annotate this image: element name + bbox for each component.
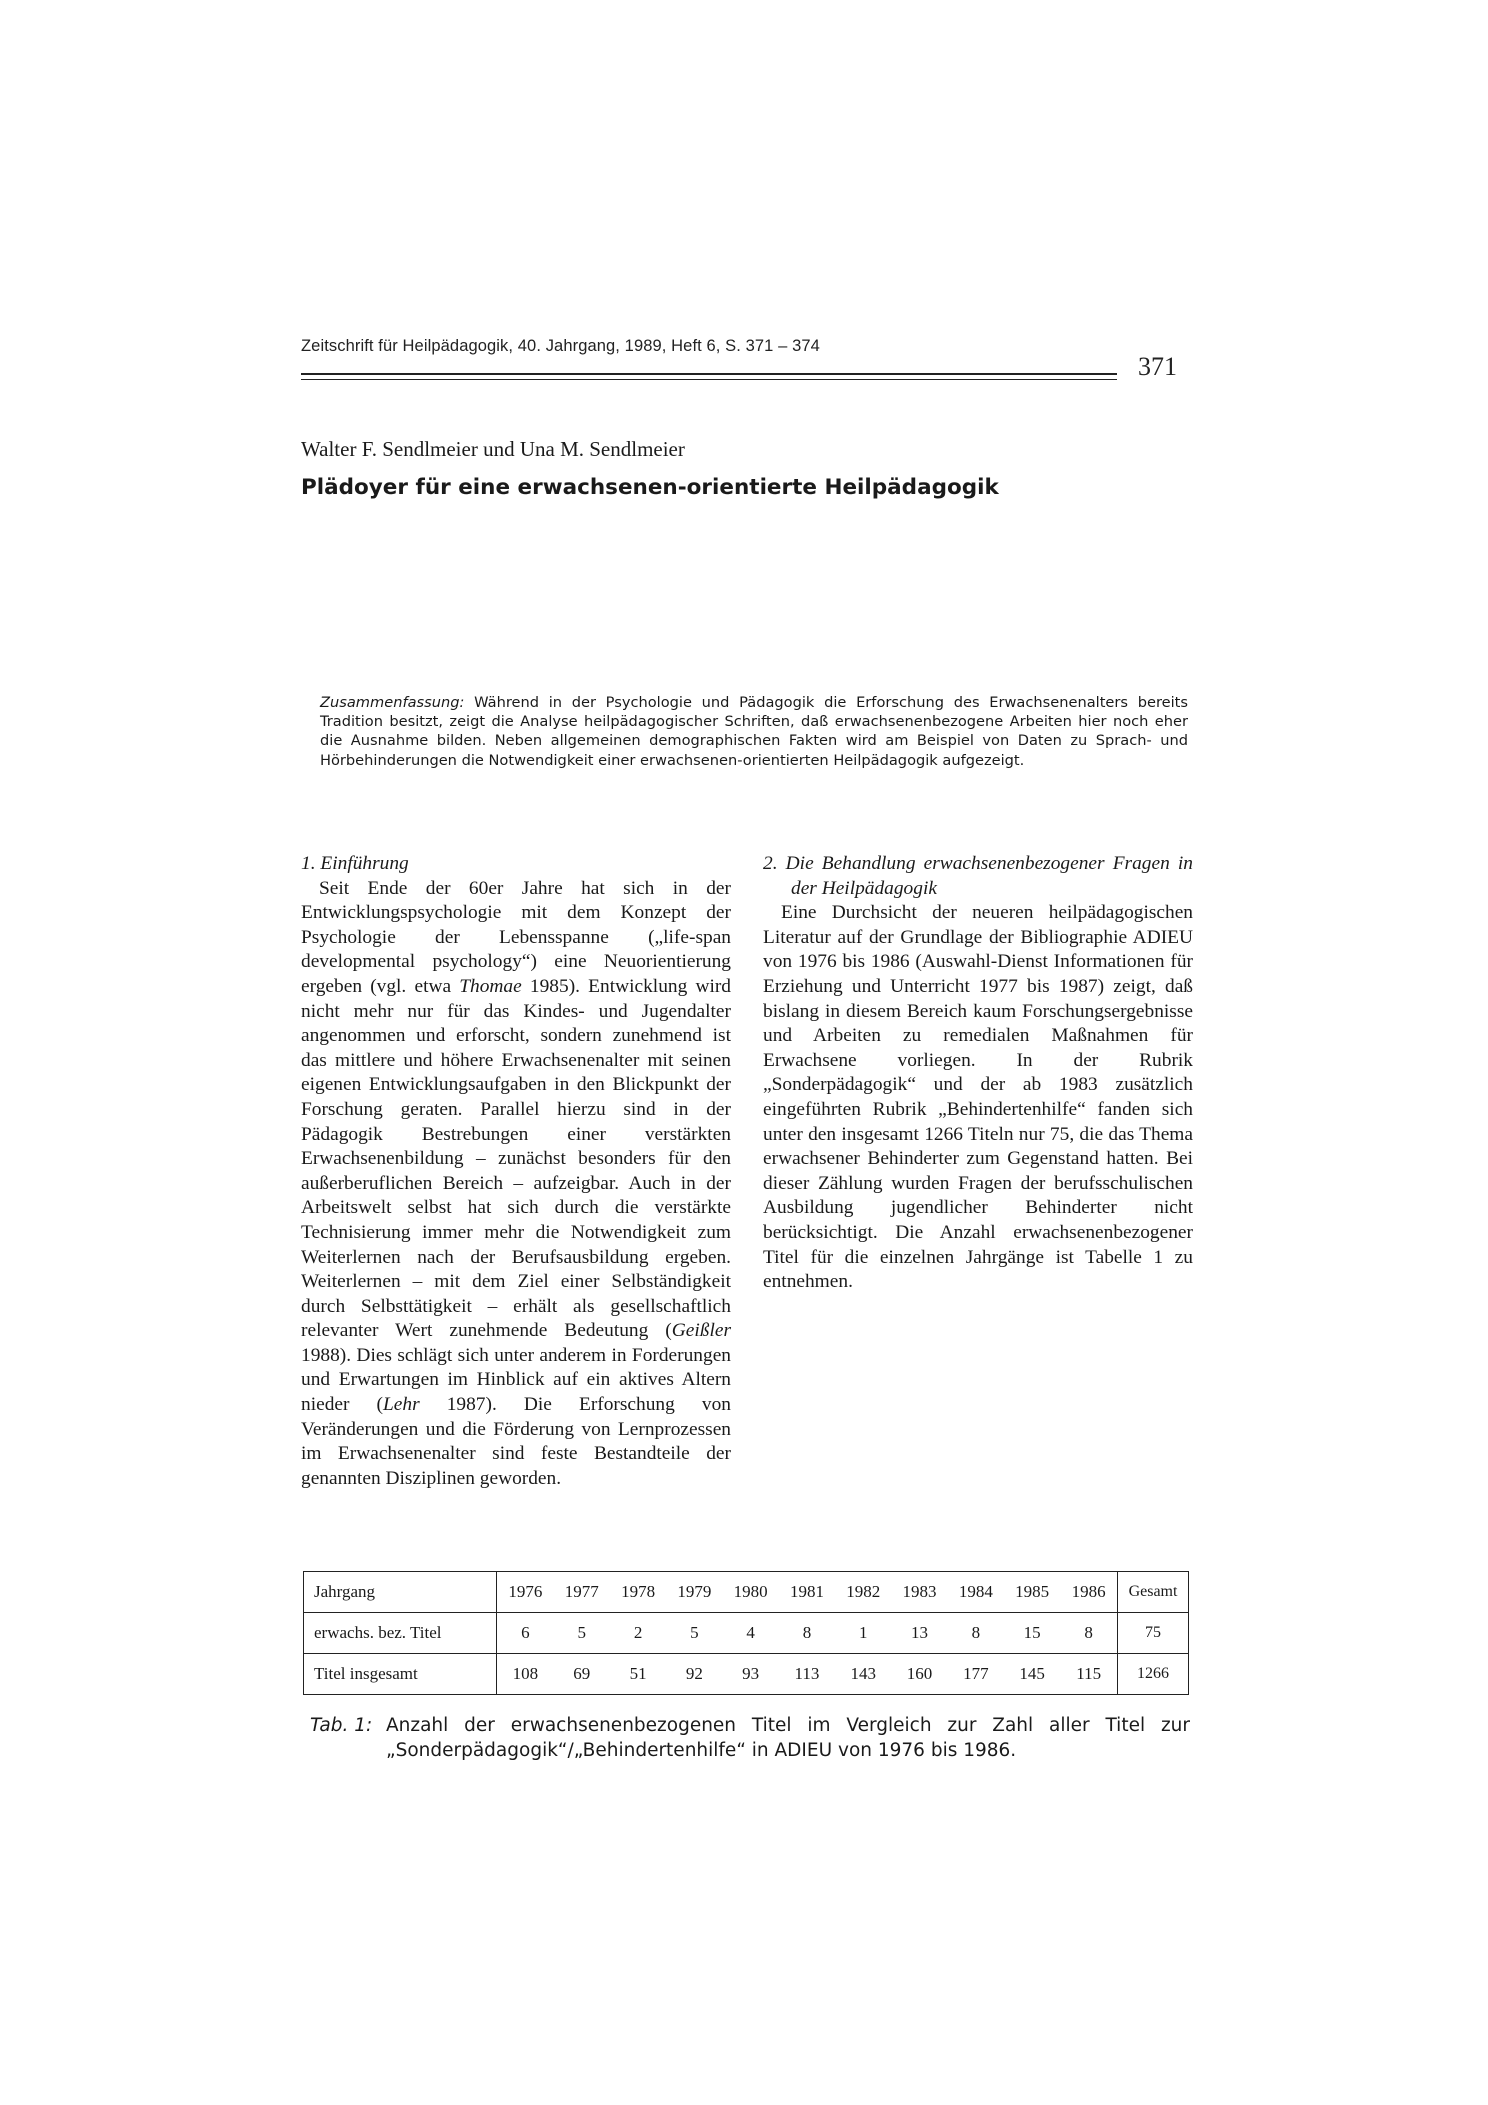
table-cell: 1977 xyxy=(554,1572,610,1613)
row-label: erwachs. bez. Titel xyxy=(304,1613,497,1654)
section1-text-c: 1988). Dies schlägt sich unter anderem in Forderungen und Erwartungen im Hinblick auf ein aktives Altern nieder ( xyxy=(301,1344,731,1416)
section1-text-a: Seit Ende der 60er Jahre hat sich in der Entwicklungspsychologie mit dem Konzept der Psychologie der Lebensspanne („life-span developmental psychology“) eine Neuorientierung ergeben (vgl. etwa xyxy=(301,877,731,997)
table-cell: 1979 xyxy=(666,1572,722,1613)
section1-text-d: 1987). Die Erforschung von Veränderungen und die Förderung von Lernprozessen im Erwachsenenalter sind feste Bestandteile der genannten Disziplinen geworden. xyxy=(301,1394,731,1489)
abstract-text: Während in der Psychologie und Pädagogik die Erforschung des Erwachsenenalters bereits Tradition besitzt, zeigt die Analyse heilpädagogischer Schriften, daß erwachsenenbezogene Arbeiten hier noch eher die Ausnahme bilden. Neben allgemeinen demographischen Fakten wird am Beispiel von Daten zu Sprach- und Hörbehinderungen die Notwendigkeit einer erwachsenen-orientierten Heilpädagogik aufgezeigt. xyxy=(320,694,1188,769)
table-row xyxy=(304,1572,1189,1613)
section-heading-2: 2. Die Behandlung erwachsenenbezogener Fragen in der Heilpädagogik xyxy=(763,853,1193,899)
statistics-table xyxy=(303,1571,1189,1695)
table-cell: 8 xyxy=(779,1613,835,1654)
table-cell: 5 xyxy=(666,1613,722,1654)
section2-paragraph: Eine Durchsicht der neueren heilpädagogischen Literatur auf der Grundlage der Bibliographie ADIEU von 1976 bis 1986 (Auswahl-Dienst Informationen für Erziehung und Unterricht 1977 bis 1987) zeigt, daß bislang in diesem Bereich kaum Forschungsergebnisse und Arbeiten zu remedialen Maßnahmen für Erwachsene vorliegen. In der Rubrik „Sonderpädagogik“ und der ab 1983 zusätzlich eingeführten Rubrik „Behindertenhilfe“ fanden sich unter den insgesamt 1266 Titeln nur 75, die das Thema erwachsener Behinderter zum Gegenstand hatten. Bei dieser Zählung wurden Fragen der berufsschulischen Ausbildung jugendlicher Behinderter nicht berücksichtigt. Die Anzahl erwachsenenbezogener Titel für die einzelnen Jahrgänge ist Tabelle 1 zu entnehmen. xyxy=(763,902,1193,1293)
table-cell: 1986 xyxy=(1060,1572,1117,1613)
row-label: Jahrgang xyxy=(304,1572,497,1613)
table-cell: 113 xyxy=(779,1654,835,1695)
total-cell: Gesamt xyxy=(1118,1572,1189,1613)
table-cell: 115 xyxy=(1060,1654,1117,1695)
row-label: Titel insgesamt xyxy=(304,1654,497,1695)
table-cell: 1985 xyxy=(1004,1572,1060,1613)
table-cell: 1980 xyxy=(723,1572,779,1613)
table-cell: 1982 xyxy=(835,1572,891,1613)
table-cell: 8 xyxy=(1060,1613,1117,1654)
section1-paragraph xyxy=(301,877,731,1492)
page-number: 371 xyxy=(1138,352,1177,381)
table-cell: 51 xyxy=(610,1654,666,1695)
table-cell: 108 xyxy=(497,1654,554,1695)
table-cell: 1983 xyxy=(891,1572,947,1613)
table-caption xyxy=(310,1713,1190,1763)
table-cell: 4 xyxy=(723,1613,779,1654)
section-heading-1: 1. Einführung xyxy=(301,853,409,874)
article-authors: Walter F. Sendlmeier und Una M. Sendlmeier xyxy=(301,437,685,461)
table-cell: 177 xyxy=(948,1654,1004,1695)
abstract-label: Zusammenfassung: xyxy=(320,694,465,711)
text-column-left xyxy=(301,852,731,1491)
table-cell: 1984 xyxy=(948,1572,1004,1613)
table-cell: 1976 xyxy=(497,1572,554,1613)
article-title: Plädoyer für eine erwachsenen-orientierte Heilpädagogik xyxy=(301,475,999,500)
section1-text-b: 1985). Entwicklung wird nicht mehr nur für das Kindes- und Jugendalter angenommen und erforscht, sondern zunehmend ist das mittlere und höhere Erwachsenenalter mit seinen eigenen Entwicklungsaufgaben in den Blickpunkt der Forschung geraten. Parallel hierzu sind in der Pädagogik Bestrebungen einer verstärkten Erwachsenenbildung – zunächst besonders für den außerberuflichen Bereich – aufzeigbar. Auch in der Arbeitswelt selbst hat sich durch die verstärkte Technisierung immer mehr die Notwendigkeit zum Weiterlernen nach der Berufsausbildung ergeben. Weiterlernen – mit dem Ziel einer Selbständigkeit durch Selbsttätigkeit – erhält als gesellschaftlich relevanter Wert zunehmende Bedeutung ( xyxy=(301,975,731,1342)
text-column-right xyxy=(763,852,1193,1295)
abstract xyxy=(320,693,1188,770)
caption-line-1: Anzahl der erwachsenenbezogenen Titel im Vergleich zur Zahl aller Titel zur xyxy=(386,1715,1190,1736)
total-cell: 1266 xyxy=(1118,1654,1189,1695)
caption-label: Tab. 1: xyxy=(310,1715,373,1736)
table-cell: 92 xyxy=(666,1654,722,1695)
citation-lehr: Lehr xyxy=(383,1394,420,1416)
table-row xyxy=(304,1654,1189,1695)
caption-line-2: „Sonderpädagogik“/„Behindertenhilfe“ in ADIEU von 1976 bis 1986. xyxy=(386,1740,1017,1761)
table-cell: 1 xyxy=(835,1613,891,1654)
table-cell: 13 xyxy=(891,1613,947,1654)
journal-citation: Zeitschrift für Heilpädagogik, 40. Jahrgang, 1989, Heft 6, S. 371 – 374 xyxy=(301,337,820,355)
table-cell: 8 xyxy=(948,1613,1004,1654)
table-cell: 145 xyxy=(1004,1654,1060,1695)
total-cell: 75 xyxy=(1118,1613,1189,1654)
citation-geissler: Geißler xyxy=(671,1320,731,1342)
table-cell: 93 xyxy=(723,1654,779,1695)
citation-thomae: Thomae xyxy=(459,975,522,997)
table-cell: 69 xyxy=(554,1654,610,1695)
table-row xyxy=(304,1613,1189,1654)
table-cell: 6 xyxy=(497,1613,554,1654)
header-rule-thin xyxy=(301,379,1117,380)
header-rule-thick xyxy=(301,373,1117,375)
table-cell: 2 xyxy=(610,1613,666,1654)
table-cell: 143 xyxy=(835,1654,891,1695)
table-cell: 160 xyxy=(891,1654,947,1695)
table-cell: 1978 xyxy=(610,1572,666,1613)
table-cell: 1981 xyxy=(779,1572,835,1613)
table-cell: 5 xyxy=(554,1613,610,1654)
table-cell: 15 xyxy=(1004,1613,1060,1654)
